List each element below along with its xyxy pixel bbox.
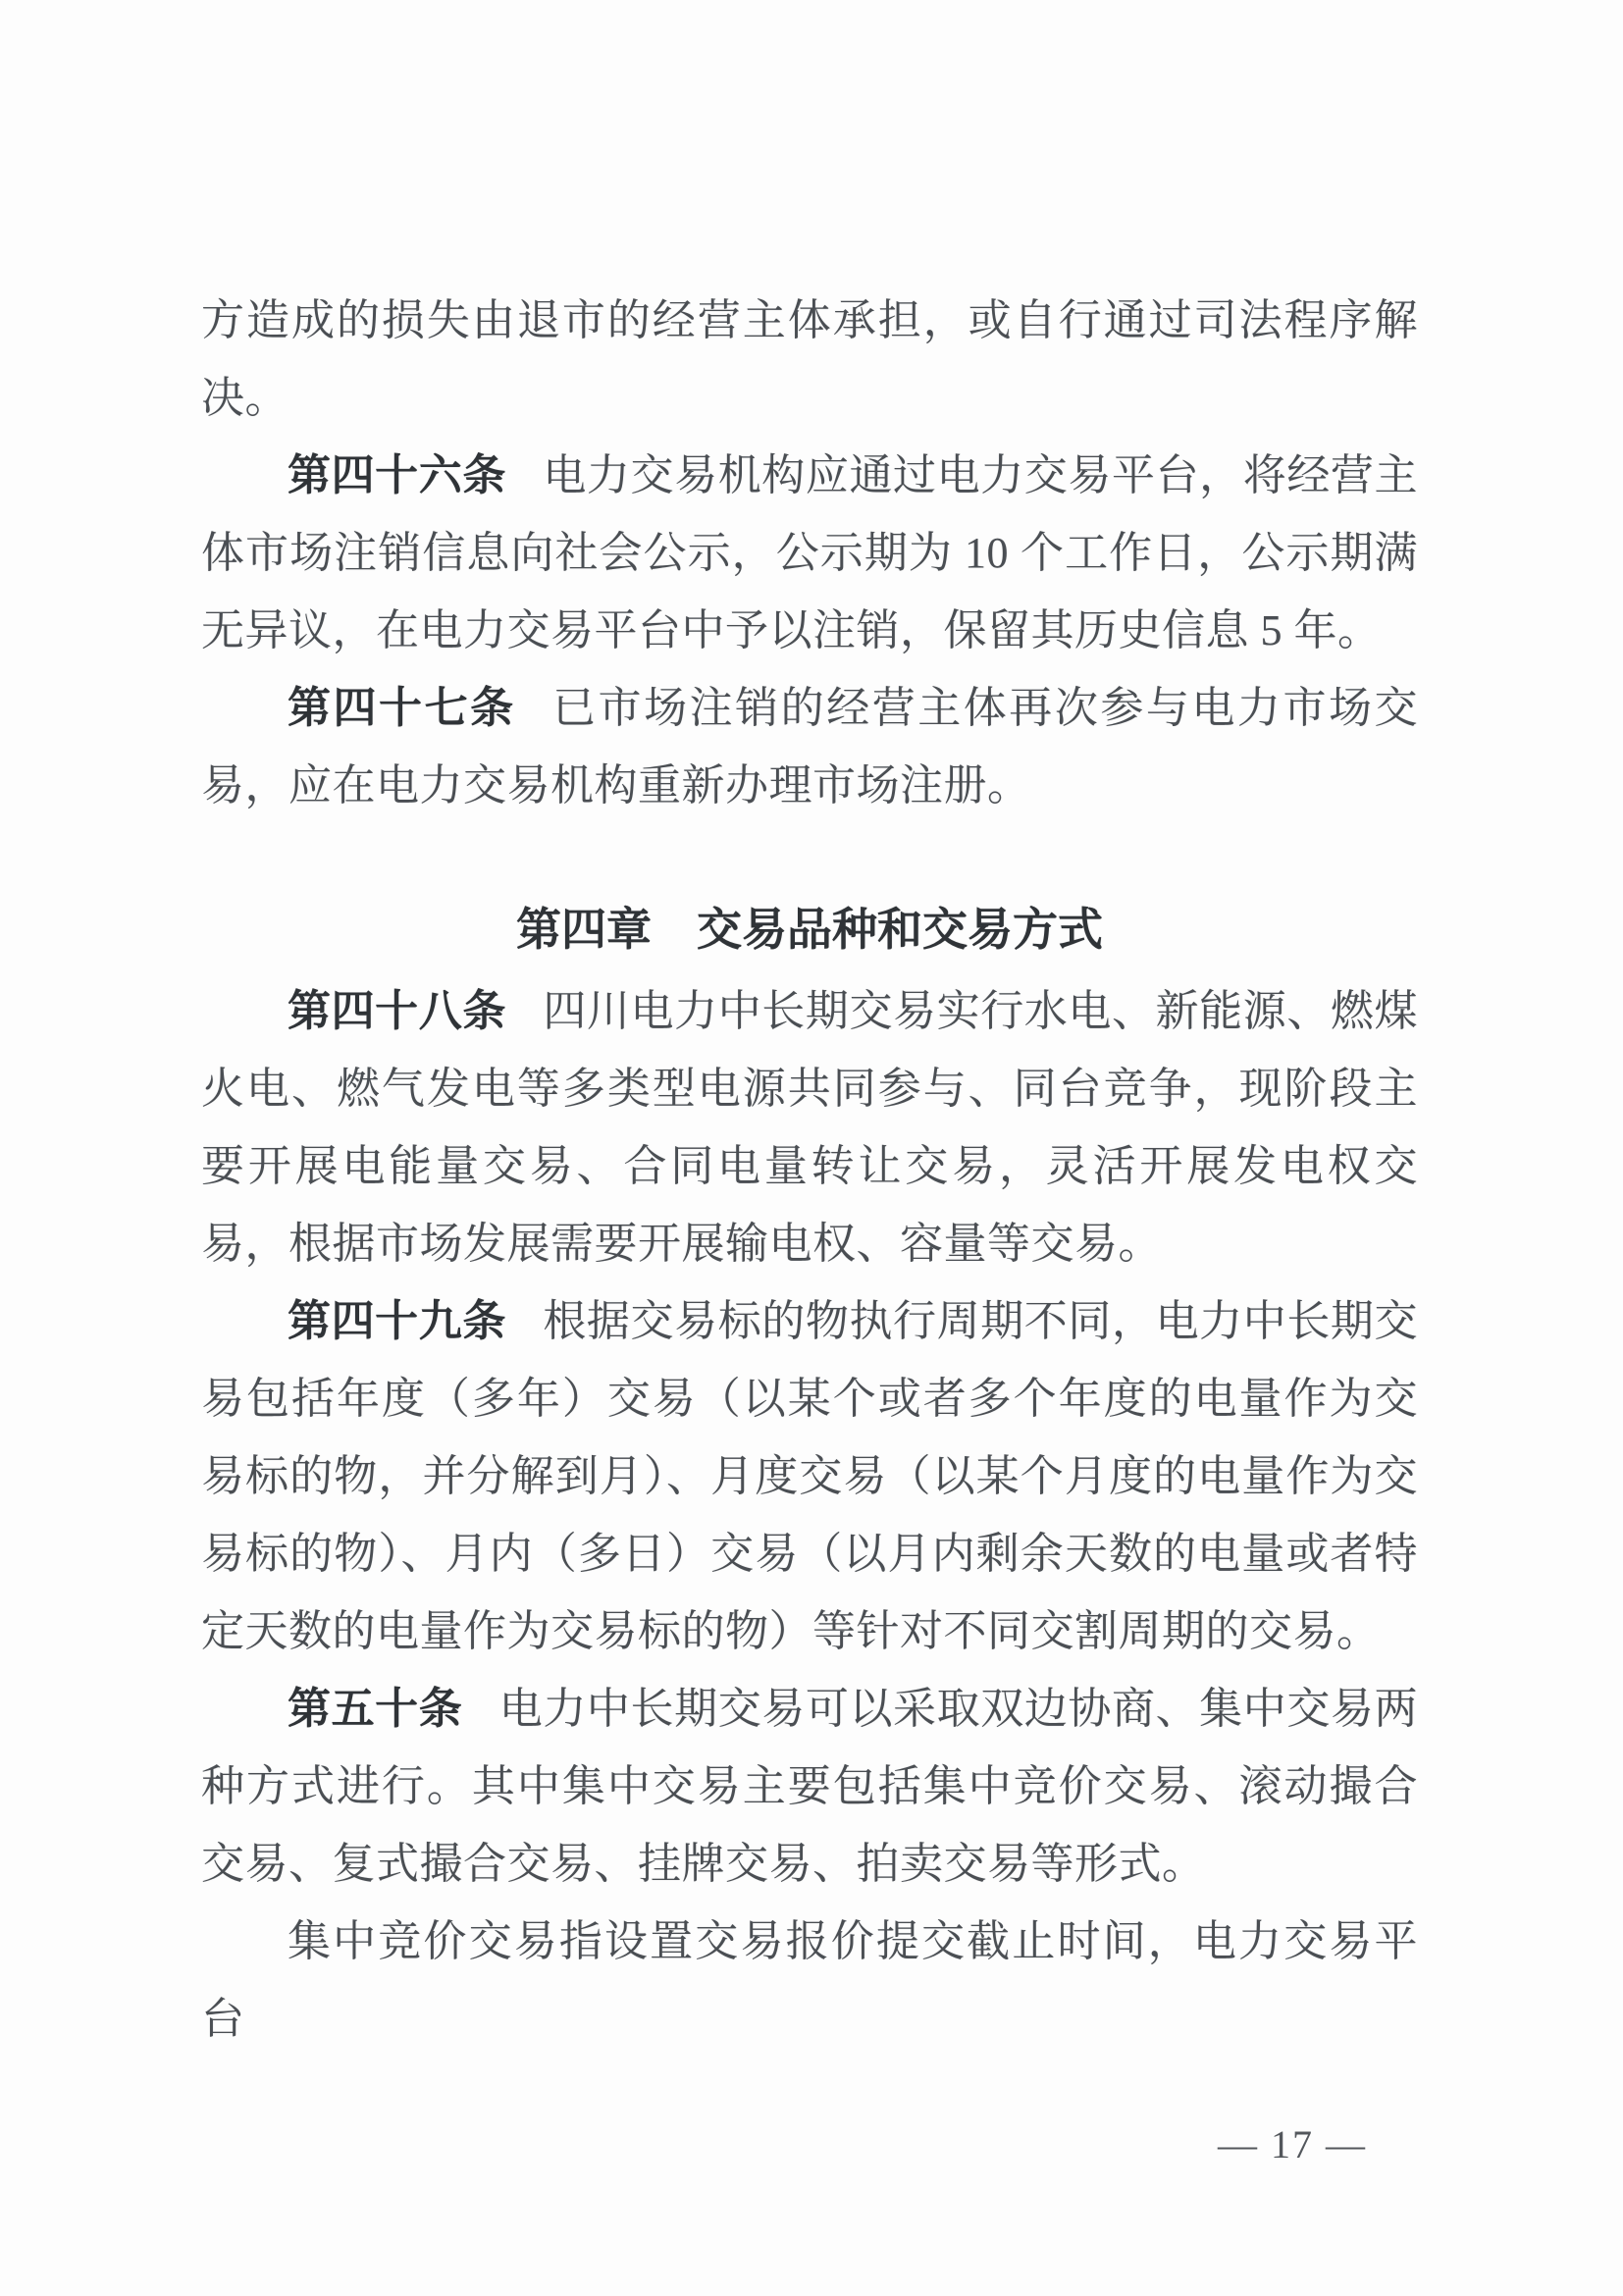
article-50 xyxy=(201,1670,1418,1903)
article-47-text: 已市场注销的经营主体再次参与电力市场交易，应在电力交易机构重新办理市场注册。 xyxy=(201,684,1419,809)
article-48 xyxy=(201,972,1418,1282)
document-body xyxy=(201,282,1418,2058)
article-46 xyxy=(201,437,1418,669)
article-50-number: 第五十条 xyxy=(288,1685,463,1733)
article-47 xyxy=(201,669,1418,824)
paragraph-continuation: 方造成的损失由退市的经营主体承担，或自行通过司法程序解决。 xyxy=(201,296,1418,422)
article-46-text: 电力交易机构应通过电力交易平台，将经营主体市场注销信息向社会公示，公示期为 10 个工作日，公示期满无异议，在电力交易平台中予以注销，保留其历史信息 5 年。 xyxy=(201,451,1419,654)
article-49-text: 根据交易标的物执行周期不同，电力中长期交易包括年度（多年）交易（以某个或者多个年度的电量作为交易标的物，并分解到月）、月度交易（以某个月度的电量作为交易标的物）、月内（多日）交易（以月内剩余天数的电量或者特定天数的电量作为交易标的物）等针对不同交割周期的交易。 xyxy=(201,1297,1419,1655)
chapter-heading: 第四章 交易品种和交易方式 xyxy=(516,904,1103,955)
article-46-number: 第四十六条 xyxy=(288,451,506,499)
article-47-number: 第四十七条 xyxy=(288,684,516,732)
article-48-text: 四川电力中长期交易实行水电、新能源、燃煤火电、燃气发电等多类型电源共同参与、同台竞争，现阶段主要开展电能量交易、合同电量转让交易，灵活开展发电权交易，根据市场发展需要开展输电权、容量等交易。 xyxy=(201,987,1419,1268)
paragraph-last: 集中竞价交易指设置交易报价提交截止时间，电力交易平台 xyxy=(201,1917,1418,2043)
page-number xyxy=(1218,2122,1367,2166)
page-number-text: — 17 — xyxy=(1218,2122,1367,2166)
article-48-number: 第四十八条 xyxy=(288,987,506,1035)
article-49 xyxy=(201,1282,1418,1670)
article-49-number: 第四十九条 xyxy=(288,1297,506,1345)
article-50-text: 电力中长期交易可以采取双边协商、集中交易两种方式进行。其中集中交易主要包括集中竞价交易、滚动撮合交易、复式撮合交易、挂牌交易、拍卖交易等形式。 xyxy=(201,1685,1419,1888)
